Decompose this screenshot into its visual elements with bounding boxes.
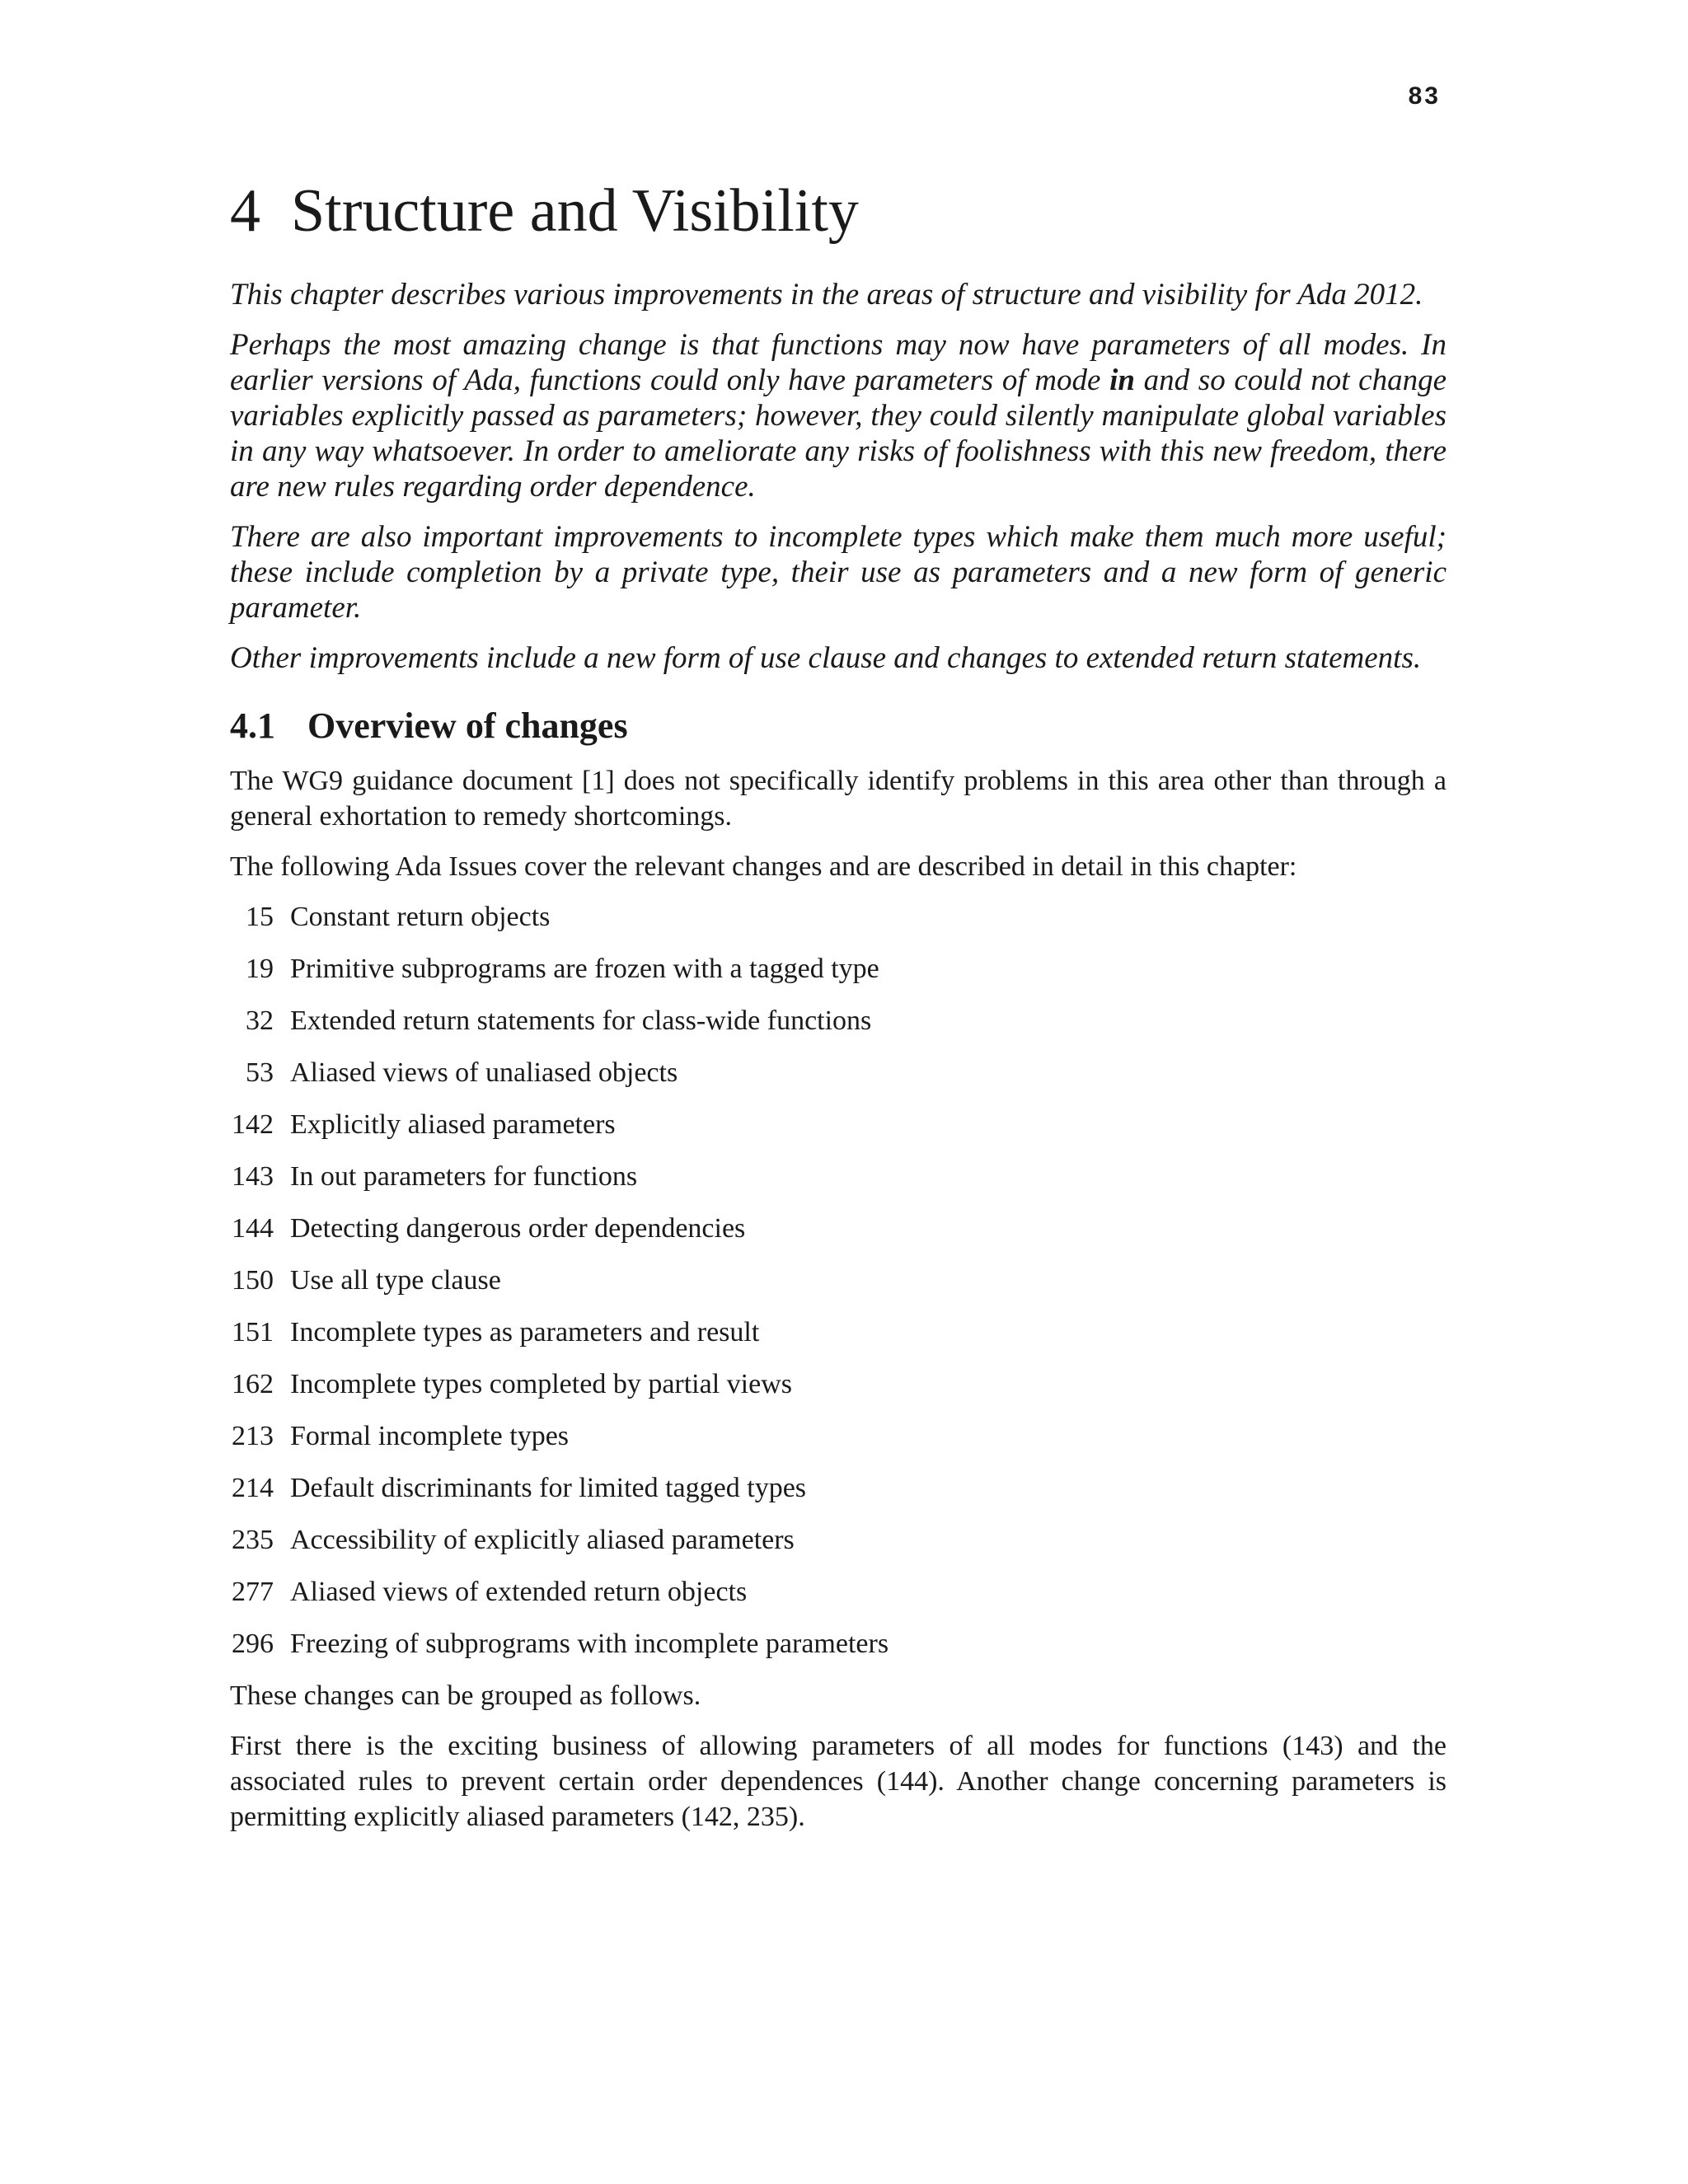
issue-number: 142 bbox=[232, 1109, 274, 1140]
body-paragraph-3: These changes can be grouped as follows. bbox=[230, 1680, 701, 1711]
issue-item bbox=[230, 1055, 1447, 1107]
issue-item bbox=[230, 1159, 1447, 1211]
intro-paragraph-4: Other improvements include a new form of use clause and changes to extended return statements. bbox=[230, 641, 1422, 675]
body-paragraph-4: First there is the exciting business of allowing parameters of all modes for functions (143) and the associated rules to prevent certain order dependences (144). Another change concerning parameters is permitting explicitly aliased parameters (142, 235). bbox=[230, 1731, 1447, 1832]
issue-title: Constant return objects bbox=[290, 902, 551, 932]
chapter-number: 4 bbox=[230, 177, 260, 245]
issue-item bbox=[230, 1626, 1447, 1678]
intro-paragraph-1: This chapter describes various improvements in the areas of structure and visibility for Ada 2012. bbox=[230, 278, 1423, 312]
issue-number: 15 bbox=[246, 902, 274, 932]
section-body bbox=[230, 763, 1447, 1835]
issue-item bbox=[230, 1263, 1447, 1315]
issue-item bbox=[230, 951, 1447, 1003]
page-content bbox=[230, 173, 1447, 1849]
ada-issues-list bbox=[230, 899, 1447, 1678]
issue-number: 235 bbox=[232, 1525, 274, 1555]
intro-paragraph-2-part-1: Perhaps the most amazing change is that functions may now have parameters of all modes. In earlier versions of Ada, functions could only have parameters of mode bbox=[230, 328, 1447, 397]
issue-title: Incomplete types completed by partial views bbox=[290, 1369, 792, 1399]
issue-number: 143 bbox=[232, 1161, 274, 1192]
issue-item bbox=[230, 1003, 1447, 1055]
issue-number: 19 bbox=[246, 954, 274, 984]
issue-number: 214 bbox=[232, 1473, 274, 1503]
issue-item bbox=[230, 1522, 1447, 1574]
issue-title: In out parameters for functions bbox=[290, 1161, 638, 1192]
intro-paragraph-3: There are also important improvements to incomplete types which make them much more useful; these include completion by a private type, their use as parameters and a new form of generic parameter. bbox=[230, 520, 1447, 625]
mode-in-keyword: in bbox=[1109, 363, 1135, 397]
issue-title: Incomplete types as parameters and result bbox=[290, 1317, 760, 1347]
intro-paragraph-2 bbox=[230, 327, 1447, 504]
issue-number: 296 bbox=[232, 1629, 274, 1659]
issue-item bbox=[230, 1315, 1447, 1366]
issue-title: Extended return statements for class-wide functions bbox=[290, 1005, 872, 1036]
issue-title: Use all type clause bbox=[290, 1265, 501, 1296]
section-heading bbox=[230, 705, 1447, 747]
issue-title: Explicitly aliased parameters bbox=[290, 1109, 616, 1140]
body-paragraph-2: The following Ada Issues cover the relevant changes and are described in detail in this chapter: bbox=[230, 851, 1297, 882]
issue-title: Primitive subprograms are frozen with a tagged type bbox=[290, 954, 879, 984]
issue-title: Detecting dangerous order dependencies bbox=[290, 1213, 746, 1244]
issue-number: 150 bbox=[232, 1265, 274, 1296]
issue-number: 32 bbox=[246, 1005, 274, 1036]
issue-title: Formal incomplete types bbox=[290, 1421, 570, 1451]
issue-item bbox=[230, 1366, 1447, 1418]
issue-item bbox=[230, 1418, 1447, 1470]
issue-title: Aliased views of extended return objects bbox=[290, 1577, 748, 1607]
issue-item bbox=[230, 1470, 1447, 1522]
body-paragraph-1: The WG9 guidance document [1] does not specifically identify problems in this area other than through a general exhortation to remedy shortcomings. bbox=[230, 766, 1447, 832]
chapter-introduction bbox=[230, 277, 1447, 676]
issue-item bbox=[230, 1107, 1447, 1159]
issue-number: 144 bbox=[232, 1213, 274, 1244]
issue-item bbox=[230, 1574, 1447, 1626]
issue-number: 213 bbox=[232, 1421, 274, 1451]
issue-title: Accessibility of explicitly aliased parameters bbox=[290, 1525, 795, 1555]
issue-number: 151 bbox=[232, 1317, 274, 1347]
intro-paragraph-2-part-2: and so could not change variables explicitly passed as parameters; however, they could silently manipulate global variables in any way whatsoever. In order to ameliorate any risks of foolishness with this new freedom, there are new rules regarding order dependence. bbox=[230, 363, 1447, 504]
page-number: 83 bbox=[1408, 82, 1441, 110]
section-number: 4.1 bbox=[230, 705, 275, 746]
issue-number: 53 bbox=[246, 1057, 274, 1088]
issue-item bbox=[230, 1211, 1447, 1263]
issue-title: Aliased views of unaliased objects bbox=[290, 1057, 678, 1088]
issue-number: 162 bbox=[232, 1369, 274, 1399]
issue-title: Default discriminants for limited tagged types bbox=[290, 1473, 807, 1503]
chapter-title-text: Structure and Visibility bbox=[291, 177, 859, 245]
issue-item bbox=[230, 899, 1447, 951]
issue-title: Freezing of subprograms with incomplete parameters bbox=[290, 1629, 889, 1659]
chapter-title bbox=[230, 173, 1447, 249]
section-title-text: Overview of changes bbox=[307, 705, 628, 746]
issue-number: 277 bbox=[232, 1577, 274, 1607]
